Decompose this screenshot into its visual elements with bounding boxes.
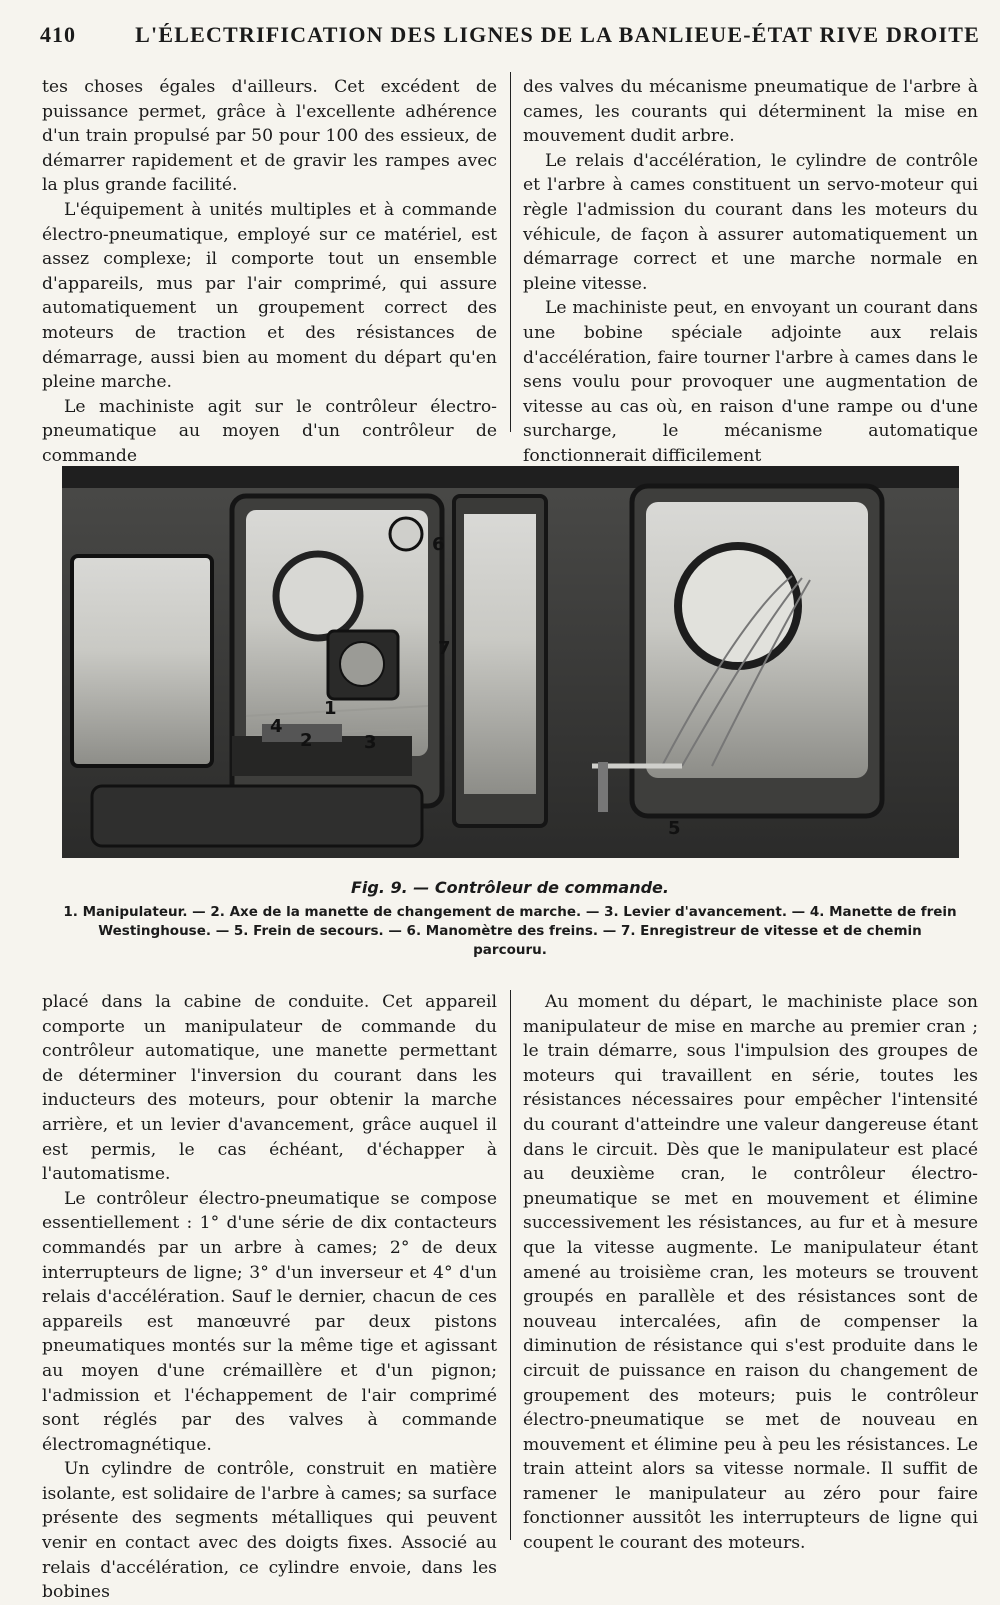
paragraph: Le machiniste agit sur le contrôleur électro-pneumatique au moyen d'un contrôleur de commande bbox=[42, 396, 497, 466]
paragraph: tes choses égales d'ailleurs. Cet excédent de puissance permet, grâce à l'excellente adhérence d'un train propulsé par 50 pour 100 des essieux, de démarrer rapidement et de gravir les rampes avec la plus grande facilité. bbox=[42, 77, 497, 196]
running-title: L'ÉLECTRIFICATION DES LIGNES DE LA BANLIEUE-ÉTAT RIVE DROITE bbox=[135, 22, 980, 47]
caption-legend: 1. Manipulateur. — 2. Axe de la manette de changement de marche. — 3. Levier d'avancement. — 4. Manette de frein Westinghouse. — 5. Frein de secours. — 6. Manomètre des freins. — 7. Enregistreur de vitesse et de chemin parcouru. bbox=[63, 904, 957, 958]
paragraph: Le contrôleur électro-pneumatique se compose essentiellement : 1° d'une série de dix contacteurs commandés par un arbre à cames; 2° de deux interrupteurs de ligne; 3° d'un inverseur et 4° d'un relais d'accélération. Sauf le dernier, chacun de ces appareils est manœuvré par deux pistons pneumatiques montés sur la même tige et agissant au moyen d'une crémaillère et d'un pignon; l'admission et l'échappement de l'air comprimé sont réglés par des valves à commande électromagnétique. bbox=[42, 1188, 497, 1455]
figure-caption bbox=[40, 878, 980, 960]
paragraph: Le machiniste peut, en envoyant un courant dans une bobine spéciale adjointe aux relais d'accélération, faire tourner l'arbre à cames dans le sens voulu pour provoquer une augmentation de vitesse au cas où, en raison d'une rampe ou d'une surcharge, le mécanisme automatique fonctionnerait difficilement bbox=[523, 298, 978, 466]
figure-label: 1 bbox=[324, 698, 337, 719]
page-header bbox=[40, 22, 980, 54]
figure-label: 7 bbox=[438, 638, 451, 659]
cab-illustration bbox=[62, 466, 959, 858]
column-bottom-right bbox=[523, 990, 978, 1556]
column-top-right bbox=[523, 75, 978, 469]
paragraph: Le relais d'accélération, le cylindre de contrôle et l'arbre à cames constituent un servo-moteur qui règle l'admission du courant dans les moteurs du véhicule, de façon à assurer automatiquement un démarrage correct et une marche normale en pleine vitesse. bbox=[523, 150, 978, 294]
figure-label: 2 bbox=[300, 730, 313, 751]
figure-photo-control-cab bbox=[62, 466, 959, 858]
column-top-left bbox=[42, 75, 497, 469]
figure-label: 3 bbox=[364, 732, 377, 753]
figure-label: 6 bbox=[432, 534, 445, 555]
column-divider bbox=[510, 72, 511, 432]
paragraph: Un cylindre de contrôle, construit en matière isolante, est solidaire de l'arbre à cames; sa surface présente des segments métalliques qui peuvent venir en contact avec des doigts fixes. Associé au relais d'accélération, ce cylindre envoie, dans les bobines bbox=[42, 1459, 497, 1603]
paragraph: placé dans la cabine de conduite. Cet appareil comporte un manipulateur de commande du contrôleur automatique, une manette permettant de déterminer l'inversion du courant dans les inducteurs des moteurs, pour obtenir la marche arrière, et un levier d'avancement, grâce auquel il est permis, le cas échéant, d'échapper à l'automatisme. bbox=[42, 992, 497, 1185]
column-bottom-left bbox=[42, 990, 497, 1605]
figure-label: 4 bbox=[270, 716, 283, 737]
paragraph: L'équipement à unités multiples et à commande électro-pneumatique, employé sur ce matériel, est assez complexe; il comporte tout un ensemble d'appareils, mus par l'air comprimé, qui assure automatiquement un groupement correct des moteurs de traction et des résistances de démarrage, aussi bien au moment du départ qu'en pleine marche. bbox=[42, 199, 497, 393]
paragraph: Au moment du départ, le machiniste place son manipulateur de mise en marche au premier cran ; le train démarre, sous l'impulsion des groupes de moteurs qui travaillent en série, toutes les résistances nécessaires pour empêcher l'intensité du courant d'atteindre une valeur dangereuse étant dans le circuit. Dès que le manipulateur est placé au deuxième cran, le contrôleur électro-pneumatique se met en mouvement et élimine successivement les résistances, au fur et à mesure que la vitesse augmente. Le manipulateur étant amené au troisième cran, les moteurs se trouvent groupés en parallèle et des résistances sont de nouveau intercalées, afin de compenser la diminution de résistance qui s'est produite dans le circuit de puissance en raison du changement de groupement des moteurs; puis le contrôleur électro-pneumatique se met de nouveau en mouvement et élimine peu à peu les résistances. Le train atteint alors sa vitesse normale. Il suffit de ramener le manipulateur au zéro pour faire fonctionner aussitôt les interrupteurs de ligne qui coupent le courant des moteurs. bbox=[523, 992, 978, 1554]
figure-label: 5 bbox=[668, 818, 681, 839]
page-number: 410 bbox=[40, 22, 76, 47]
paragraph: des valves du mécanisme pneumatique de l'arbre à cames, les courants qui déterminent la mise en mouvement dudit arbre. bbox=[523, 77, 978, 147]
column-divider bbox=[510, 990, 511, 1540]
caption-title: Fig. 9. — Contrôleur de commande. bbox=[351, 878, 669, 897]
